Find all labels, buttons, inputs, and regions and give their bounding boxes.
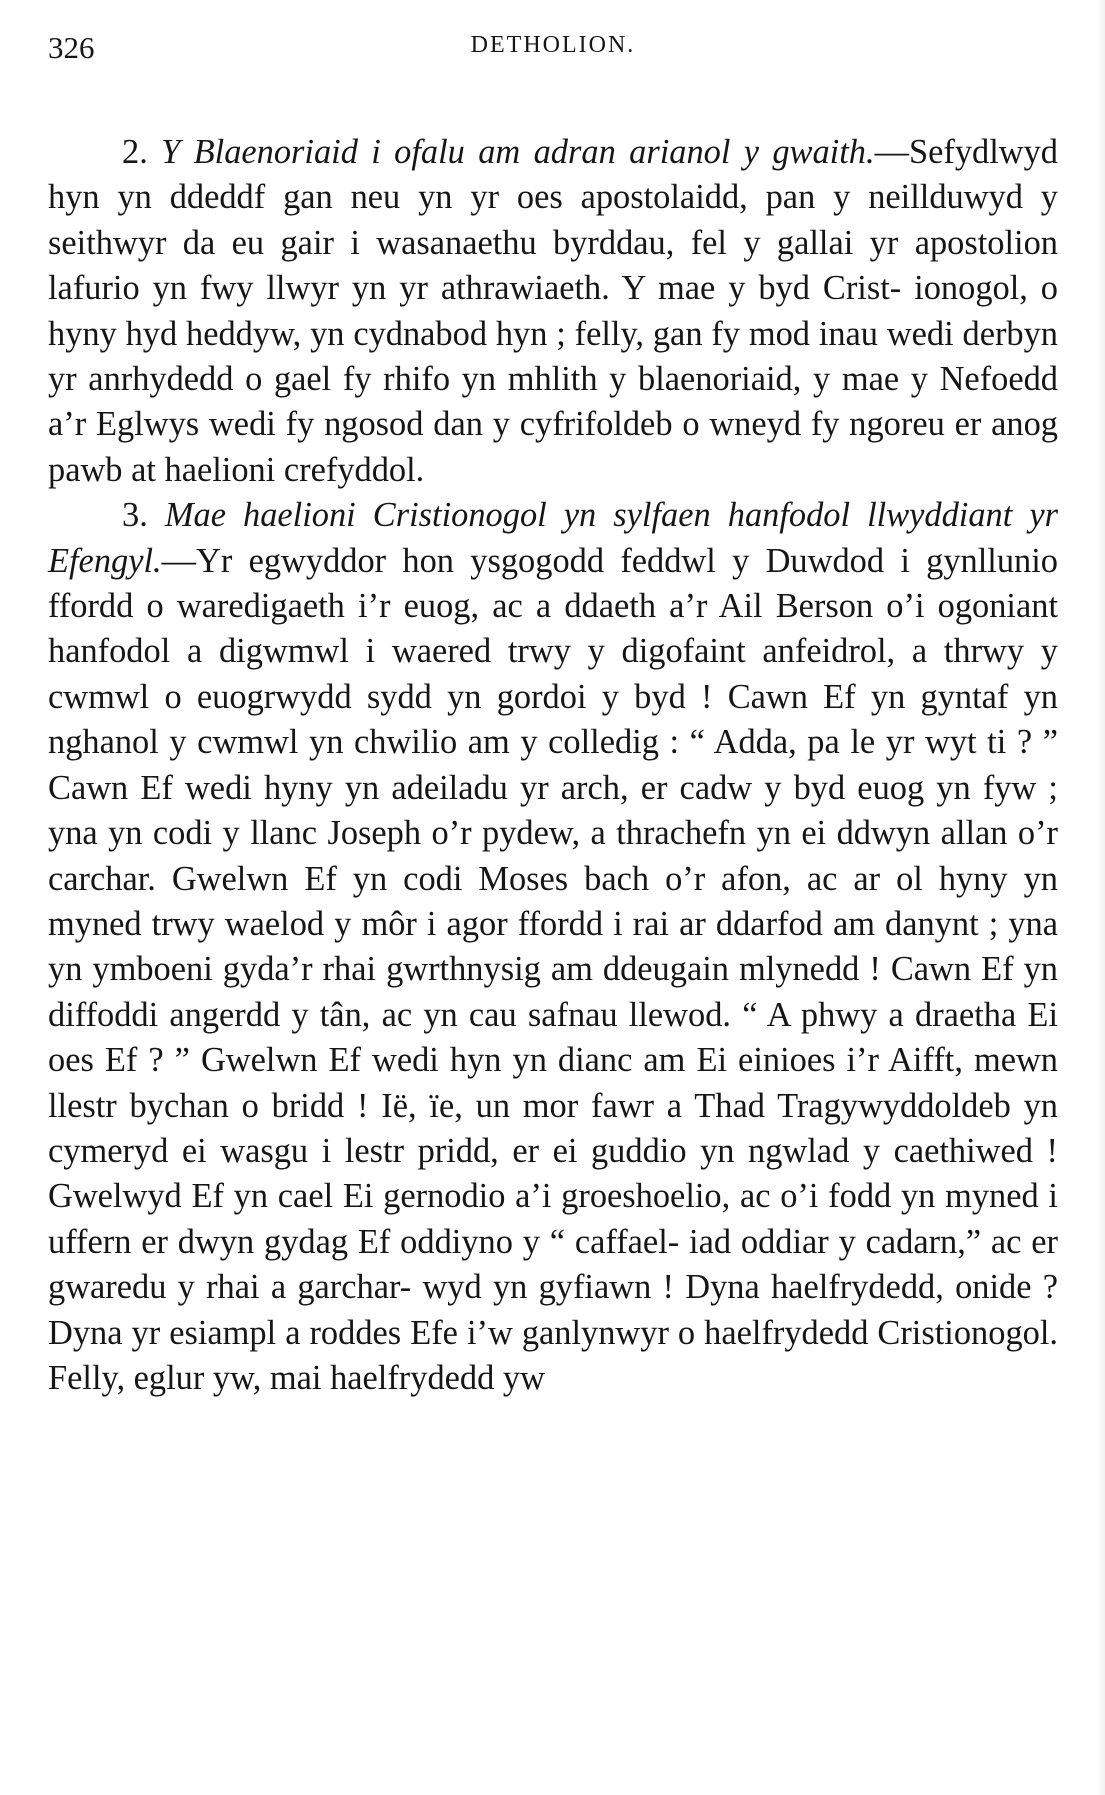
paragraph-2 <box>48 130 1058 493</box>
paragraph-text: —Sefydlwyd hyn yn ddeddf gan neu yn yr oes apostolaidd, pan y neillduwyd y seithwyr da eu gair i wasanaethu byrddau, fel y gallai yr apostolion lafurio yn fwy llwyr yn yr athrawiaeth. Y mae y byd Crist- ionogol, o hyny hyd heddyw, yn cydnabod hyn ; felly, gan fy mod inau wedi derbyn yr anrhydedd o gael fy rhifo yn mhlith y blaenoriaid, y mae y Nefoedd a’r Eglwys wedi fy ngosod dan y cyfrifoldeb o wneyd fy ngoreu er anog pawb at haelioni crefyddol. <box>48 133 1058 489</box>
running-head <box>48 24 1058 68</box>
paragraph-number: 3. <box>122 496 148 535</box>
book-page <box>48 24 1058 1401</box>
paragraph-text: —Yr egwyddor hon ysgogodd feddwl y Duwdod i gynllunio ffordd o waredigaeth i’r euog, ac a ddaeth a’r Ail Berson o’i ogoniant hanfodol a digwmwl i waered trwy y digofaint anfeidrol, a thrwy y cwmwl o euogrwydd sydd yn gordoi y byd ! Cawn Ef yn gyntaf yn nghanol y cwmwl yn chwilio am y colledig : “ Adda, pa le yr wyt ti ? ” Cawn Ef wedi hyny yn adeiladu yr arch, er cadw y byd euog yn fyw ; yna yn codi y llanc Joseph o’r pydew, a thrachefn yn ei ddwyn allan o’r carchar. Gwelwn Ef yn codi Moses bach o’r afon, ac ar ol hyny yn myned trwy waelod y môr i agor ffordd i rai ar ddarfod am danynt ; yna yn ymboeni gyda’r rhai gwrthnysig am ddeugain mlynedd ! Cawn Ef yn diffoddi angerdd y tân, ac yn cau safnau llewod. “ A phwy a draetha Ei oes Ef ? ” Gwelwn Ef wedi hyn yn dianc am Ei einioes i’r Aifft, mewn llestr bychan o bridd ! Ië, ïe, un mor fawr a Thad Tragywyddoldeb yn cymeryd ei wasgu i lestr pridd, er ei guddio yn ngwlad y caethiwed ! Gwelwyd Ef yn cael Ei gernodio a’i groeshoelio, ac o’i fodd yn myned i uffern er dwyn gydag Ef oddiyno y “ caffael- iad oddiar y cadarn,” ac er gwaredu y rhai a garchar- wyd yn gyfiawn ! Dyna haelfrydedd, onide ? Dyna yr esiampl a roddes Efe i’w ganlynwyr o haelfrydedd Cristionogol. Felly, eglur yw, mai haelfrydedd yw <box>48 541 1058 1397</box>
body-text <box>48 130 1058 1401</box>
running-title: DETHOLION. <box>470 32 636 58</box>
paragraph-3 <box>48 493 1058 1401</box>
paragraph-heading: Y Blaenoriaid i ofalu am adran arianol y gwaith. <box>161 133 875 171</box>
page-edge-shadow <box>1097 0 1105 1795</box>
paragraph-number: 2. <box>122 133 148 171</box>
paragraph-heading: Mae haelioni Cristionogol yn sylfaen hanfodol llwyddiant yr Efengyl. <box>48 496 1058 580</box>
page-number: 326 <box>48 30 95 65</box>
